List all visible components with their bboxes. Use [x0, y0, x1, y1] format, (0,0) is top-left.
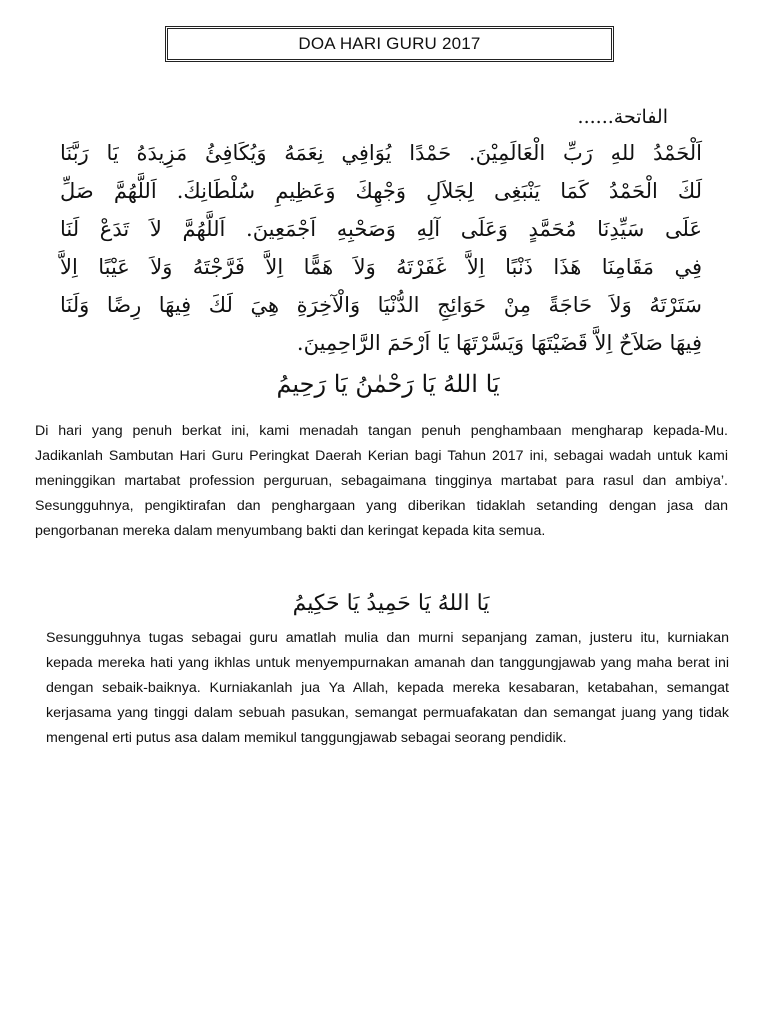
- arabic-line: عَلَى سَيِّدِنَا مُحَمَّدٍ وَعَلَى آلِهِ وَصَحْبِهِ اَجْمَعِينَ. اَللَّهُمَّ لاَ تَدَعْ لَنَا: [60, 217, 702, 241]
- prayer-paragraph-2: Sesungguhnya tugas sebagai guru amatlah mulia dan murni sepanjang zaman, justeru itu, kurniakan kepada mereka hati yang ikhlas untuk menyempurnakan amanah dan tanggungjawab yang maha berat ini dengan sebaik-baiknya. Kurniakanlah jua Ya Allah, kepada mereka kesabaran, ketabahan, semangat kerjasama yang tinggi dalam sebuah pasukan, semangat permuafakatan dan semangat juang yang tidak mengenal erti putus asa dalam memikul tanggungjawab sebagai seorang pendidik.: [46, 630, 729, 746]
- title-box: [165, 26, 614, 62]
- arabic-heading: الفاتحة......: [577, 106, 668, 128]
- arabic-prayer-block: [60, 100, 702, 370]
- prayer-paragraph-1: Di hari yang penuh berkat ini, kami menadah tangan penuh penghambaan mengharap kepada-Mu. Jadikanlah Sambutan Hari Guru Peringkat Daerah Kerian bagi Tahun 2017 ini, sebagai wadah untuk kami meninggikan martabat profession perguruan, sebagaimana tingginya martabat para rasul dan ambiya’. Sesungguhnya, pengiktirafan dan penghargaan yang diberikan tidaklah setanding dengan jasa dan pengorbanan mereka dalam menyumbang bakti dan keringat kepada kita semua.: [35, 423, 728, 539]
- arabic-line: فِي مَقَامِنَا هَذَا ذَنْبًا اِلاَّ غَفَرْتَهُ وَلاَ هَمًّا اِلاَّ فَرَّجْتَهُ وَلاَ عَيْبًا اِلاَّ: [60, 255, 702, 279]
- page-title: DOA HARI GURU 2017: [298, 34, 481, 53]
- arabic-line: سَتَرْتَهُ وَلاَ حَاجَةً مِنْ حَوَائِجِ الدُّنْيَا وَالْآخِرَةِ هِيَ لَكَ فِيهَا رِضًا وَلَنَا: [60, 293, 702, 317]
- arabic-invocation-1: يَا اللهُ يَا رَحْمٰنُ يَا رَحِيمُ: [276, 370, 500, 398]
- arabic-invocation-2: يَا اللهُ يَا حَمِيدُ يَا حَكِيمُ: [292, 591, 490, 616]
- arabic-line: لَكَ الْحَمْدُ كَمَا يَنْبَغِى لِجَلاَلِ وَجْهِكَ وَعَظِيمِ سُلْطَانِكَ. اَللَّهُمَّ صَلِّ: [60, 179, 702, 203]
- arabic-line: اَلْحَمْدُ للهِ رَبِّ الْعَالَمِيْنَ. حَمْدًا يُوَافِي نِعَمَهُ وَيُكَافِئُ مَزِيدَهُ يَا رَبَّنَا: [60, 141, 702, 165]
- arabic-line: فِيهَا صَلاَحٌ اِلاَّ قَضَيْتَهَا وَيَسَّرْتَهَا يَا اَرْحَمَ الرَّاحِمِينَ.: [296, 331, 702, 355]
- arabic-prayer-text: [60, 134, 702, 362]
